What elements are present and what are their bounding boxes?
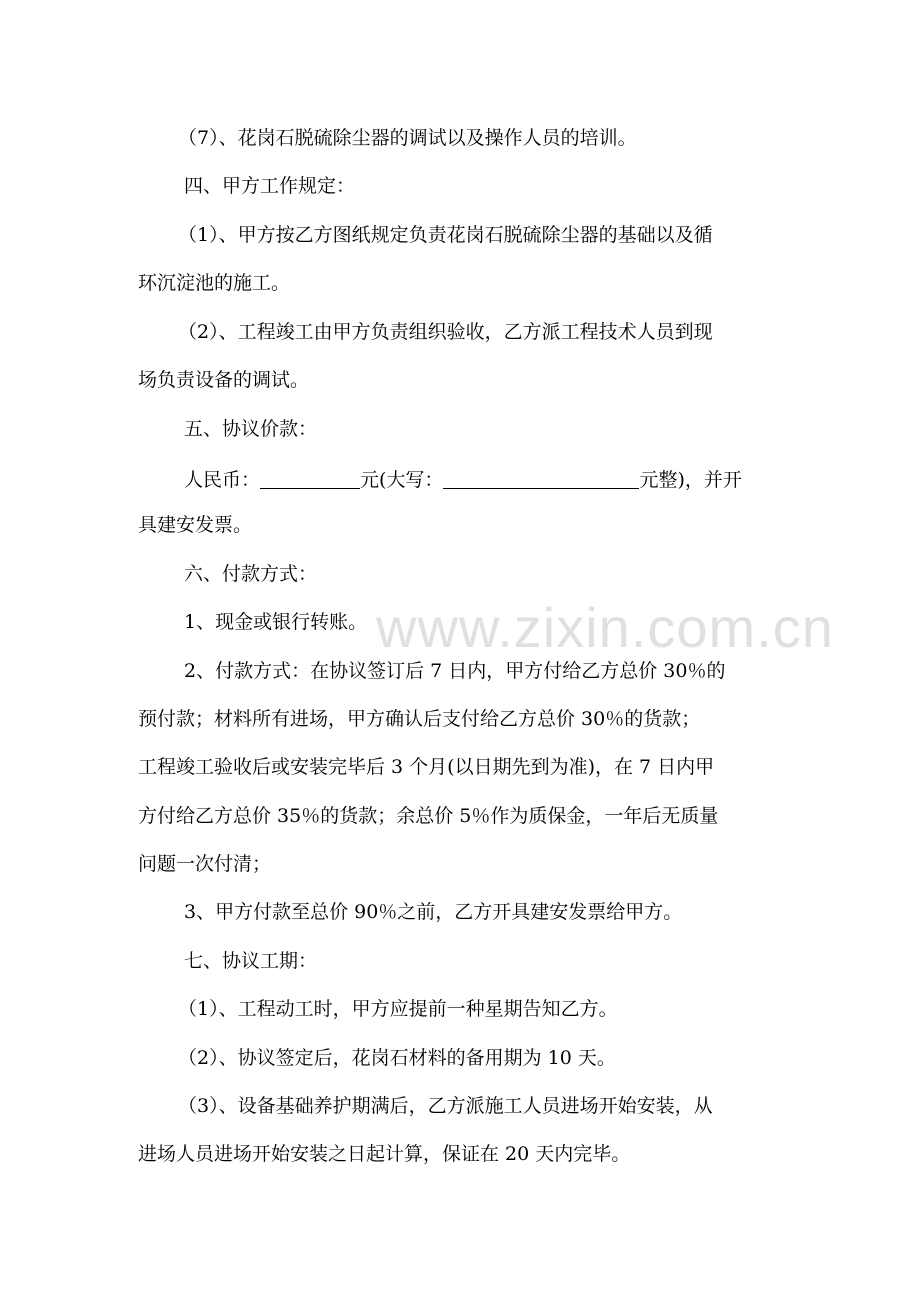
section-heading-payment-method: 六、付款方式： bbox=[184, 563, 318, 585]
paragraph-item-7-training: （7）、花岗石脱硫除尘器的调试以及操作人员的培训。 bbox=[178, 127, 637, 149]
section-heading-party-a-duties: 四、甲方工作规定： bbox=[184, 175, 356, 197]
section-heading-contract-period: 七、协议工期： bbox=[184, 950, 318, 972]
section-heading-contract-price: 五、协议价款： bbox=[184, 418, 318, 440]
price-line bbox=[184, 465, 742, 492]
period-item-2: （2）、协议签定后，花岗石材料的备用期为 10 天。 bbox=[178, 1047, 616, 1069]
price-line-continued: 具建安发票。 bbox=[138, 514, 253, 536]
party-a-duty-1-line-2: 环沉淀池的施工。 bbox=[138, 272, 291, 294]
price-rmb-label: 人民币： bbox=[184, 469, 261, 491]
payment-item-2-line-5: 问题一次付清； bbox=[138, 853, 272, 875]
party-a-duty-2-line-2: 场负责设备的调试。 bbox=[138, 369, 310, 391]
price-suffix: 元整)，并开 bbox=[639, 469, 742, 491]
price-capital-label: 元(大写： bbox=[360, 469, 444, 491]
payment-item-2-line-1: 2、付款方式：在协议签订后 7 日内，甲方付给乙方总价 30％的 bbox=[184, 660, 726, 682]
payment-item-1: 1、现金或银行转账。 bbox=[184, 611, 368, 633]
payment-item-3: 3、甲方付款至总价 90％之前，乙方开具建安发票给甲方。 bbox=[184, 901, 683, 923]
party-a-duty-1-line-1: （1）、甲方按乙方图纸规定负责花岗石脱硫除尘器的基础以及循 bbox=[178, 224, 713, 246]
price-capital-blank bbox=[443, 468, 639, 489]
party-a-duty-2-line-1: （2）、工程竣工由甲方负责组织验收，乙方派工程技术人员到现 bbox=[178, 321, 713, 343]
period-item-1: （1）、工程动工时，甲方应提前一种星期告知乙方。 bbox=[178, 998, 618, 1020]
period-item-3-line-2: 进场人员进场开始安装之日起计算，保证在 20 天内完毕。 bbox=[138, 1143, 631, 1165]
watermark: www.zixin.com.cn bbox=[376, 596, 834, 659]
payment-item-2-line-4: 方付给乙方总价 35％的货款；余总价 5％作为质保金，一年后无质量 bbox=[138, 805, 719, 827]
payment-item-2-line-3: 工程竣工验收后或安装完毕后 3 个月(以日期先到为准)，在 7 日内甲 bbox=[138, 756, 715, 778]
price-amount-blank bbox=[260, 468, 360, 489]
period-item-3-line-1: （3）、设备基础养护期满后，乙方派施工人员进场开始安装，从 bbox=[178, 1095, 713, 1117]
payment-item-2-line-2: 预付款；材料所有进场，甲方确认后支付给乙方总价 30％的货款； bbox=[138, 708, 701, 730]
